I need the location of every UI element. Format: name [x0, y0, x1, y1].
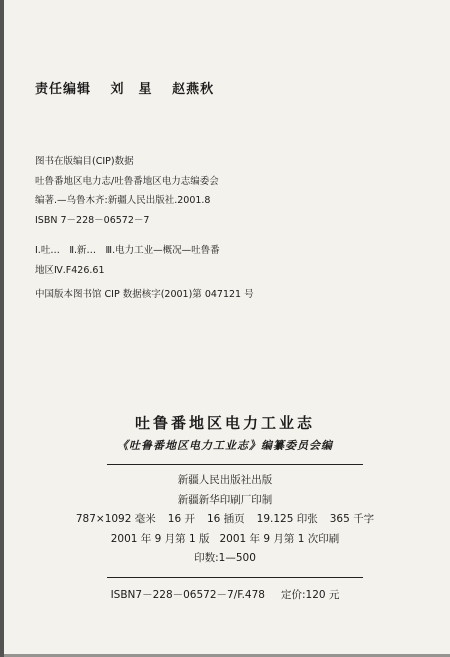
cip-line: 吐鲁番地区电力志/吐鲁番地区电力志编委会: [35, 175, 219, 187]
compiler-credit: 《吐鲁番地区电力工业志》编纂委员会编: [117, 439, 333, 452]
price: 定价:120 元: [280, 589, 340, 601]
book-specs: [0, 510, 450, 530]
editor-name: 刘 星: [110, 82, 153, 97]
responsible-editors: [35, 78, 228, 97]
cip-data-number: 中国版本图书馆 CIP 数据核字(2001)第 047121 号: [35, 289, 254, 300]
spec-folio: 16 开: [167, 513, 195, 525]
edition: 2001 年 9 月第 1 版: [110, 532, 210, 545]
spec-words: 365 千字: [329, 513, 375, 525]
cip-line: 编著.—乌鲁木齐:新疆人民出版社.2001.8: [35, 195, 211, 206]
spec-plates: 16 插页: [206, 513, 245, 525]
publisher: 新疆人民出版社出版: [177, 474, 273, 486]
cip-heading: 图书在版编目(CIP)数据: [35, 156, 134, 167]
print-run: 印数:1—500: [194, 552, 256, 564]
book-title: 吐鲁番地区电力工业志: [134, 414, 315, 432]
spec-format: 787×1092 毫米: [75, 513, 156, 525]
cip-isbn: ISBN 7－228－06572－7: [35, 214, 150, 226]
editor-name: 赵燕秋: [172, 82, 215, 97]
printing: 2001 年 9 月第 1 次印刷: [219, 532, 340, 545]
isbn-price-line: [0, 587, 450, 602]
cip-classification: 地区Ⅳ.F426.61: [35, 264, 105, 276]
cip-block: [35, 152, 220, 280]
cip-classification: Ⅰ.吐… Ⅱ.新… Ⅲ.电力工业—概况—吐鲁番: [35, 245, 220, 256]
isbn: ISBN7－228－06572－7/F.478: [110, 589, 265, 601]
printer: 新疆新华印刷厂印制: [177, 493, 273, 506]
imprint-block: [0, 471, 450, 569]
spec-sheets: 19.125 印张: [256, 513, 318, 525]
divider-top: [107, 464, 363, 465]
divider-bottom: [107, 577, 363, 578]
edition-info: [0, 530, 450, 550]
editors-label: 责任编辑: [35, 82, 92, 97]
